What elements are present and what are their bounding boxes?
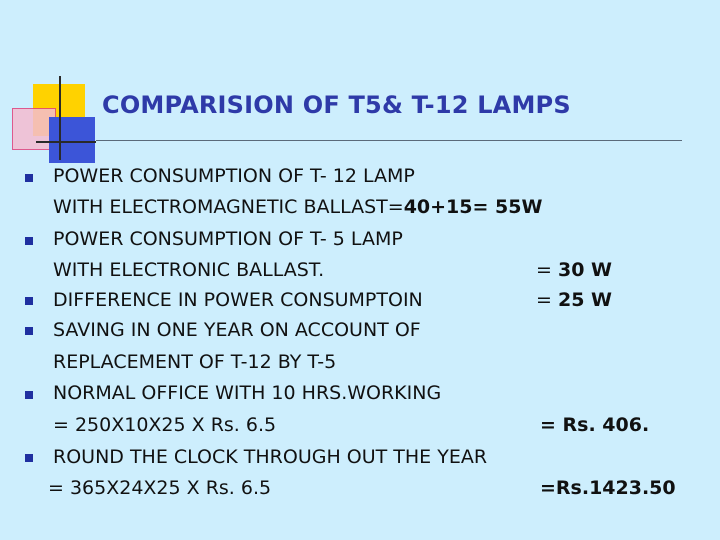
list-item-text: POWER CONSUMPTION OF T- 5 LAMP [53, 228, 403, 250]
list-item-text: = 365X24X25 X Rs. 6.5 [48, 477, 272, 499]
line-value [536, 288, 612, 313]
equals-sign: = [536, 259, 558, 281]
bullet-icon [25, 174, 33, 182]
bullet-icon [25, 454, 33, 462]
list-item-text: REPLACEMENT OF T-12 BY T-5 [53, 351, 337, 373]
title-underline [96, 140, 682, 141]
bullet-icon [25, 237, 33, 245]
line-value [536, 258, 612, 283]
value-bold: 25 W [557, 289, 612, 311]
list-item-text: SAVING IN ONE YEAR ON ACCOUNT OF [53, 319, 421, 341]
list-item-text: WITH ELECTRONIC BALLAST. [53, 259, 325, 281]
list-item-text: DIFFERENCE IN POWER CONSUMPTOIN [53, 289, 423, 311]
list-item-text: POWER CONSUMPTION OF T- 12 LAMP [53, 165, 415, 187]
equals-sign: = [536, 289, 558, 311]
line-value [540, 476, 676, 501]
line-text: WITH ELECTROMAGNETIC BALLAST= [53, 196, 404, 218]
value-bold: =Rs.1423.50 [540, 477, 676, 499]
list-item-text [53, 195, 542, 220]
slide-title: COMPARISION OF T5& T-12 LAMPS [102, 91, 571, 119]
value-bold: = Rs. 406. [540, 414, 650, 436]
bullet-icon [25, 391, 33, 399]
decor-vertical-line [59, 76, 61, 160]
value-bold: 30 W [557, 259, 612, 281]
decor-blue-square [49, 117, 95, 163]
line-value: 40+15= 55W [403, 196, 543, 218]
list-item-text: NORMAL OFFICE WITH 10 HRS.WORKING [53, 382, 442, 404]
line-value [540, 413, 649, 438]
list-item-text: = 250X10X25 X Rs. 6.5 [53, 414, 277, 436]
list-item-text: ROUND THE CLOCK THROUGH OUT THE YEAR [53, 446, 488, 468]
bullet-icon [25, 327, 33, 335]
decor-horizontal-line [36, 141, 96, 143]
bullet-icon [25, 297, 33, 305]
